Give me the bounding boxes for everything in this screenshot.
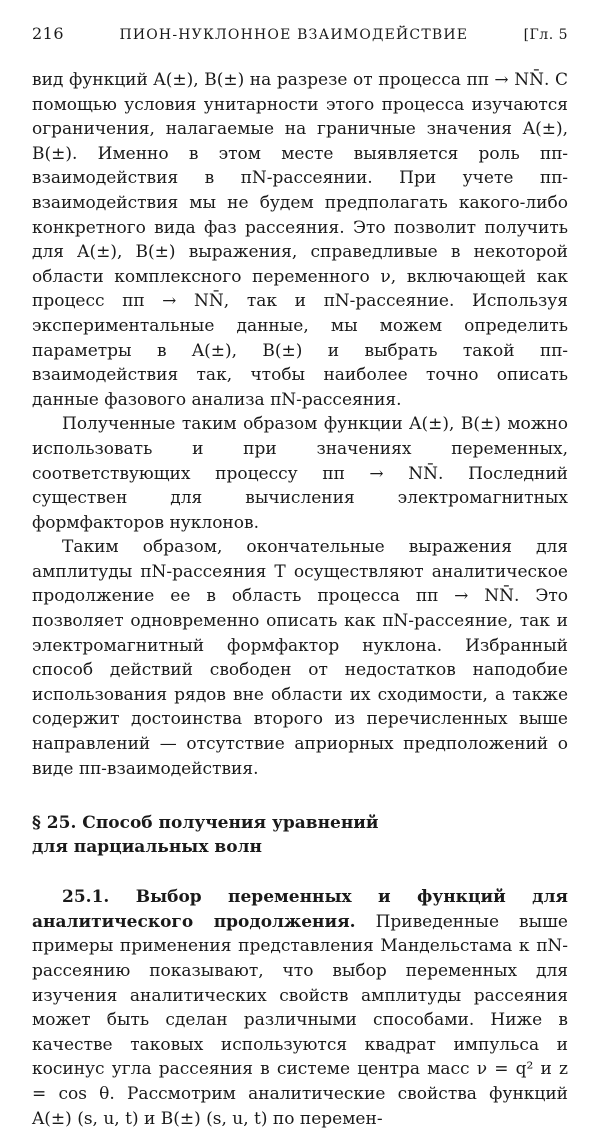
paragraph-2: Полученные таким образом функции A(±), B(±) можно использовать и при значениях переменных, соответствующих процессу ππ → NN̄. Последний существен для вычисления электромагнитных формфакторов нуклонов. <box>32 414 568 533</box>
subsection-title: 25.1. Выбор переменных и функций для аналитического продолжения. <box>32 887 568 932</box>
chapter-reference: [Гл. 5 <box>523 27 568 43</box>
section-heading-line-1: § 25. Способ получения уравнений <box>32 813 379 834</box>
running-head <box>32 24 568 54</box>
section-heading <box>32 811 568 859</box>
section-heading-line-2: для парциальных волн <box>32 837 262 858</box>
paragraph-3: Таким образом, окончательные выражения для амплитуды πN-рассеяния T осуществляют аналитическое продолжение ее в область процесса ππ → NN̄. Это позволяет одновременно описать как πN-рассеяние, так и электромагнитный формфактор нуклона. Избранный способ действий свободен от недостатков наподобие использования рядов вне области их сходимости, а также содержит достоинства второго из перечисленных выше направлений — отсутствие априорных предположений о виде ππ-взаимодействия. <box>32 537 568 779</box>
page-number: 216 <box>32 24 65 43</box>
book-page <box>32 24 568 1148</box>
subsection-paragraph <box>32 885 568 1131</box>
chapter-title: ПИОН-НУКЛОННОЕ ВЗАИМОДЕЙСТВИЕ <box>119 27 469 43</box>
paragraph-1: вид функций A(±), B(±) на разрезе от процесса ππ → NN̄. С помощью условия унитарности этого процесса изучаются ограничения, налагаемые на граничные значения A(±), B(±). Именно в этом месте выявляется роль ππ-взаимодействия в πN-рассеянии. При учете ππ-взаимодействия мы не будем предполагать какого-либо конкретного вида фаз рассеяния. Это позволит получить для A(±), B(±) выражения, справедливые в некоторой области комплексного переменного ν, включающей как процесс ππ → NN̄, так и πN-рассеяние. Используя экспериментальные данные, мы можем определить параметры в A(±), B(±) и выбрать такой ππ-взаимодействия так, чтобы наиболее точно описать данные фазового анализа πN-рассеяния. <box>32 70 568 410</box>
subsection-text: Приведенные выше примеры применения представления Мандельстама к πN-рассеянию показывают, что выбор переменных для изучения аналитических свойств амплитуды рассеяния может быть сделан различными способами. Ниже в качестве таковых используются квадрат импульса и косинус угла рассеяния в системе центра масс ν = q² и z = cos θ. Рассмотрим аналитические свойства функций A(±) (s, u, t) и B(±) (s, u, t) по перемен- <box>32 911 568 1129</box>
body-text <box>32 68 568 781</box>
